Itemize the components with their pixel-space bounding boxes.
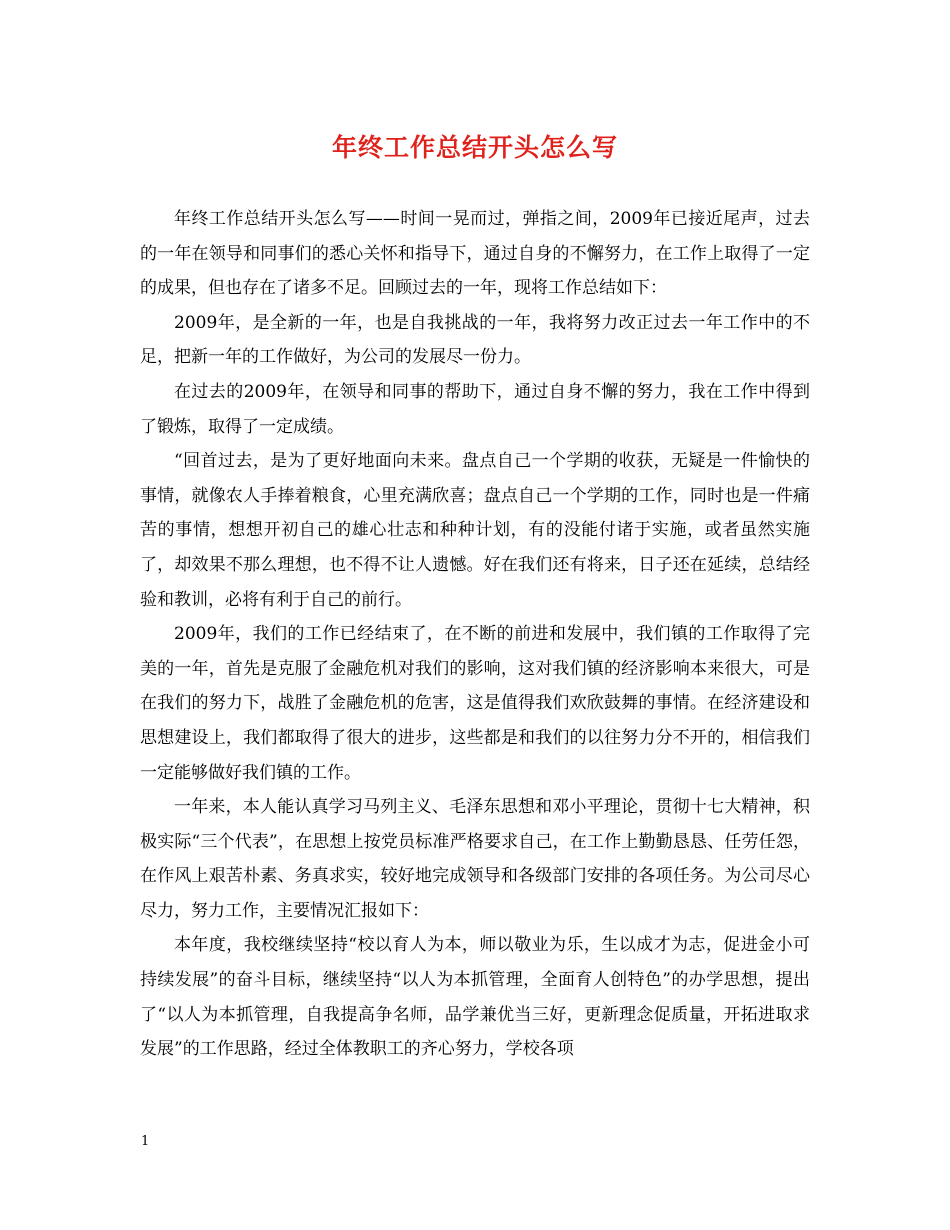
paragraph: “回首过去，是为了更好地面向未来。盘点自己一个学期的收获，无疑是一件愉快的事情，就像农人手捧着粮食，心里充满欣喜；盘点自己一个学期的工作，同时也是一件痛苦的事情，想想开初自己的雄心壮志和种种计划，有的没能付诸于实施，或者虽然实施了，却效果不那么理想，也不得不让人遗憾。好在我们还有将来，日子还在延续，总结经验和教训，必将有利于自己的前行。 xyxy=(140,451,810,610)
page-number: 1 xyxy=(141,1134,150,1149)
paragraph: 2009年，是全新的一年，也是自我挑战的一年，我将努力改正过去一年工作中的不足，把新一年的工作做好，为公司的发展尽一份力。 xyxy=(140,312,810,368)
document-body xyxy=(140,202,810,1067)
paragraph: 一年来，本人能认真学习马列主义、毛泽东思想和邓小平理论，贯彻十七大精神，积极实际“三个代表”，在思想上按党员标准严格要求自己，在工作上勤勤恳恳、任劳任怨，在作风上艰苦朴素、务真求实，较好地完成领导和各级部门安排的各项任务。为公司尽心尽力，努力工作，主要情况汇报如下： xyxy=(140,797,810,921)
paragraph: 在过去的2009年，在领导和同事的帮助下，通过自身不懈的努力，我在工作中得到了锻炼，取得了一定成绩。 xyxy=(140,381,810,437)
paragraph: 2009年，我们的工作已经结束了，在不断的前进和发展中，我们镇的工作取得了完美的一年，首先是克服了金融危机对我们的影响，这对我们镇的经济影响本来很大，可是在我们的努力下，战胜了金融危机的危害，这是值得我们欢欣鼓舞的事情。在经济建设和思想建设上，我们都取得了很大的进步，这些都是和我们的以往努力分不开的，相信我们一定能够做好我们镇的工作。 xyxy=(140,624,810,783)
paragraph: 年终工作总结开头怎么写——时间一晃而过，弹指之间，2009年已接近尾声，过去的一年在领导和同事们的悉心关怀和指导下，通过自身的不懈努力，在工作上取得了一定的成果，但也存在了诸多不足。回顾过去的一年，现将工作总结如下： xyxy=(140,209,810,299)
document-title: 年终工作总结开头怎么写 xyxy=(331,133,618,162)
paragraph: 本年度，我校继续坚持“校以育人为本，师以敬业为乐，生以成才为志，促进金小可持续发展”的奋斗目标，继续坚持“以人为本抓管理，全面育人创特色”的办学思想，提出了“以人为本抓管理，自我提高争名师，品学兼优当三好，更新理念促质量，开拓进取求发展”的工作思路，经过全体教职工的齐心努力，学校各项 xyxy=(140,935,810,1060)
